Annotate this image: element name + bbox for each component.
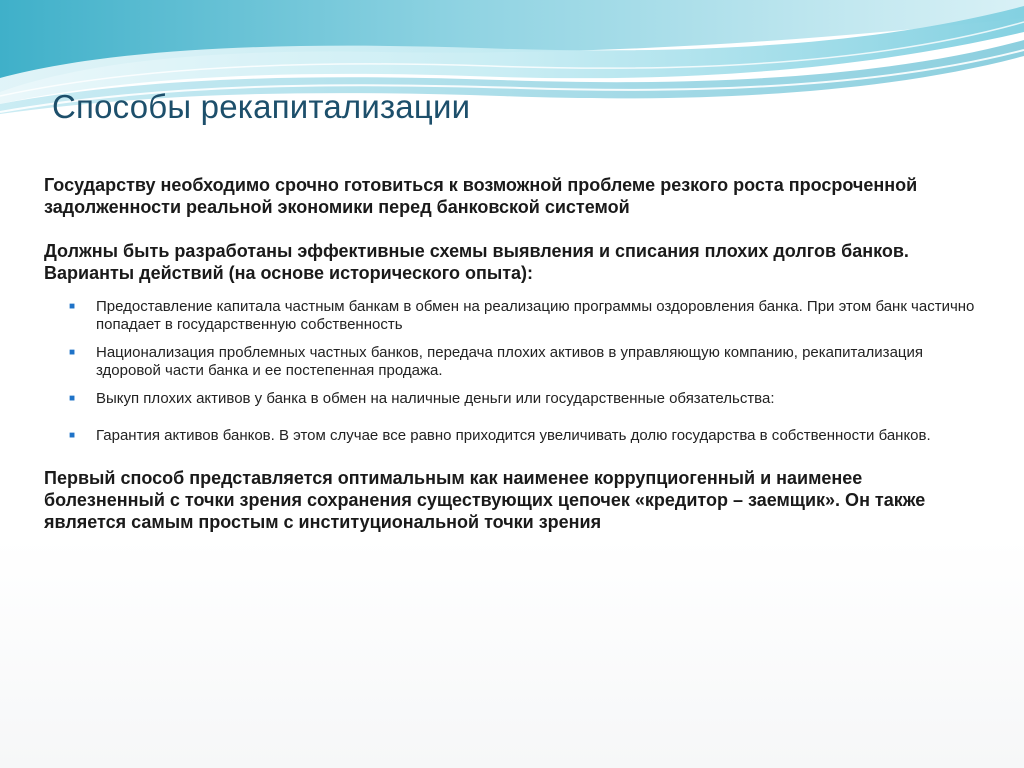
list-item-text: Национализация проблемных частных банков, передача плохих активов в управляющую компанию, рекапитализация здоровой части банка и ее постепенная продажа. bbox=[96, 344, 923, 379]
list-item-text: Гарантия активов банков. В этом случае все равно приходится увеличивать долю государства в собственности банков. bbox=[96, 427, 931, 444]
square-bullet-icon: ■ bbox=[69, 301, 76, 312]
slide-title: Способы рекапитализации bbox=[52, 88, 471, 125]
options-paragraph: Должны быть разработаны эффективные схемы выявления и списания плохих долгов банков. Варианты действий (на основе исторического опыта): bbox=[44, 241, 909, 283]
list-item-text: Выкуп плохих активов у банка в обмен на наличные деньги или государственные обязательства: bbox=[96, 390, 775, 407]
list-item bbox=[69, 427, 984, 445]
square-bullet-icon: ■ bbox=[69, 430, 76, 441]
list-item bbox=[69, 390, 984, 408]
conclusion-paragraph: Первый способ представляется оптимальным как наименее коррупциогенный и наименее болезненный с точки зрения сохранения существующих цепочек «кредитор – заемщик». Он также является самым простым с институциональной точки зрения bbox=[44, 468, 926, 532]
options-list bbox=[44, 298, 984, 445]
square-bullet-icon: ■ bbox=[69, 393, 76, 404]
slide-body bbox=[44, 174, 984, 533]
intro-paragraph: Государству необходимо срочно готовиться к возможной проблеме резкого роста просроченной задолженности реальной экономики перед банковской системой bbox=[44, 175, 918, 217]
list-item-text: Предоставление капитала частным банкам в обмен на реализацию программы оздоровления банка. При этом банк частично попадает в государственную собственность bbox=[96, 298, 975, 333]
list-item bbox=[69, 298, 984, 334]
square-bullet-icon: ■ bbox=[69, 347, 76, 358]
list-item bbox=[69, 344, 984, 380]
